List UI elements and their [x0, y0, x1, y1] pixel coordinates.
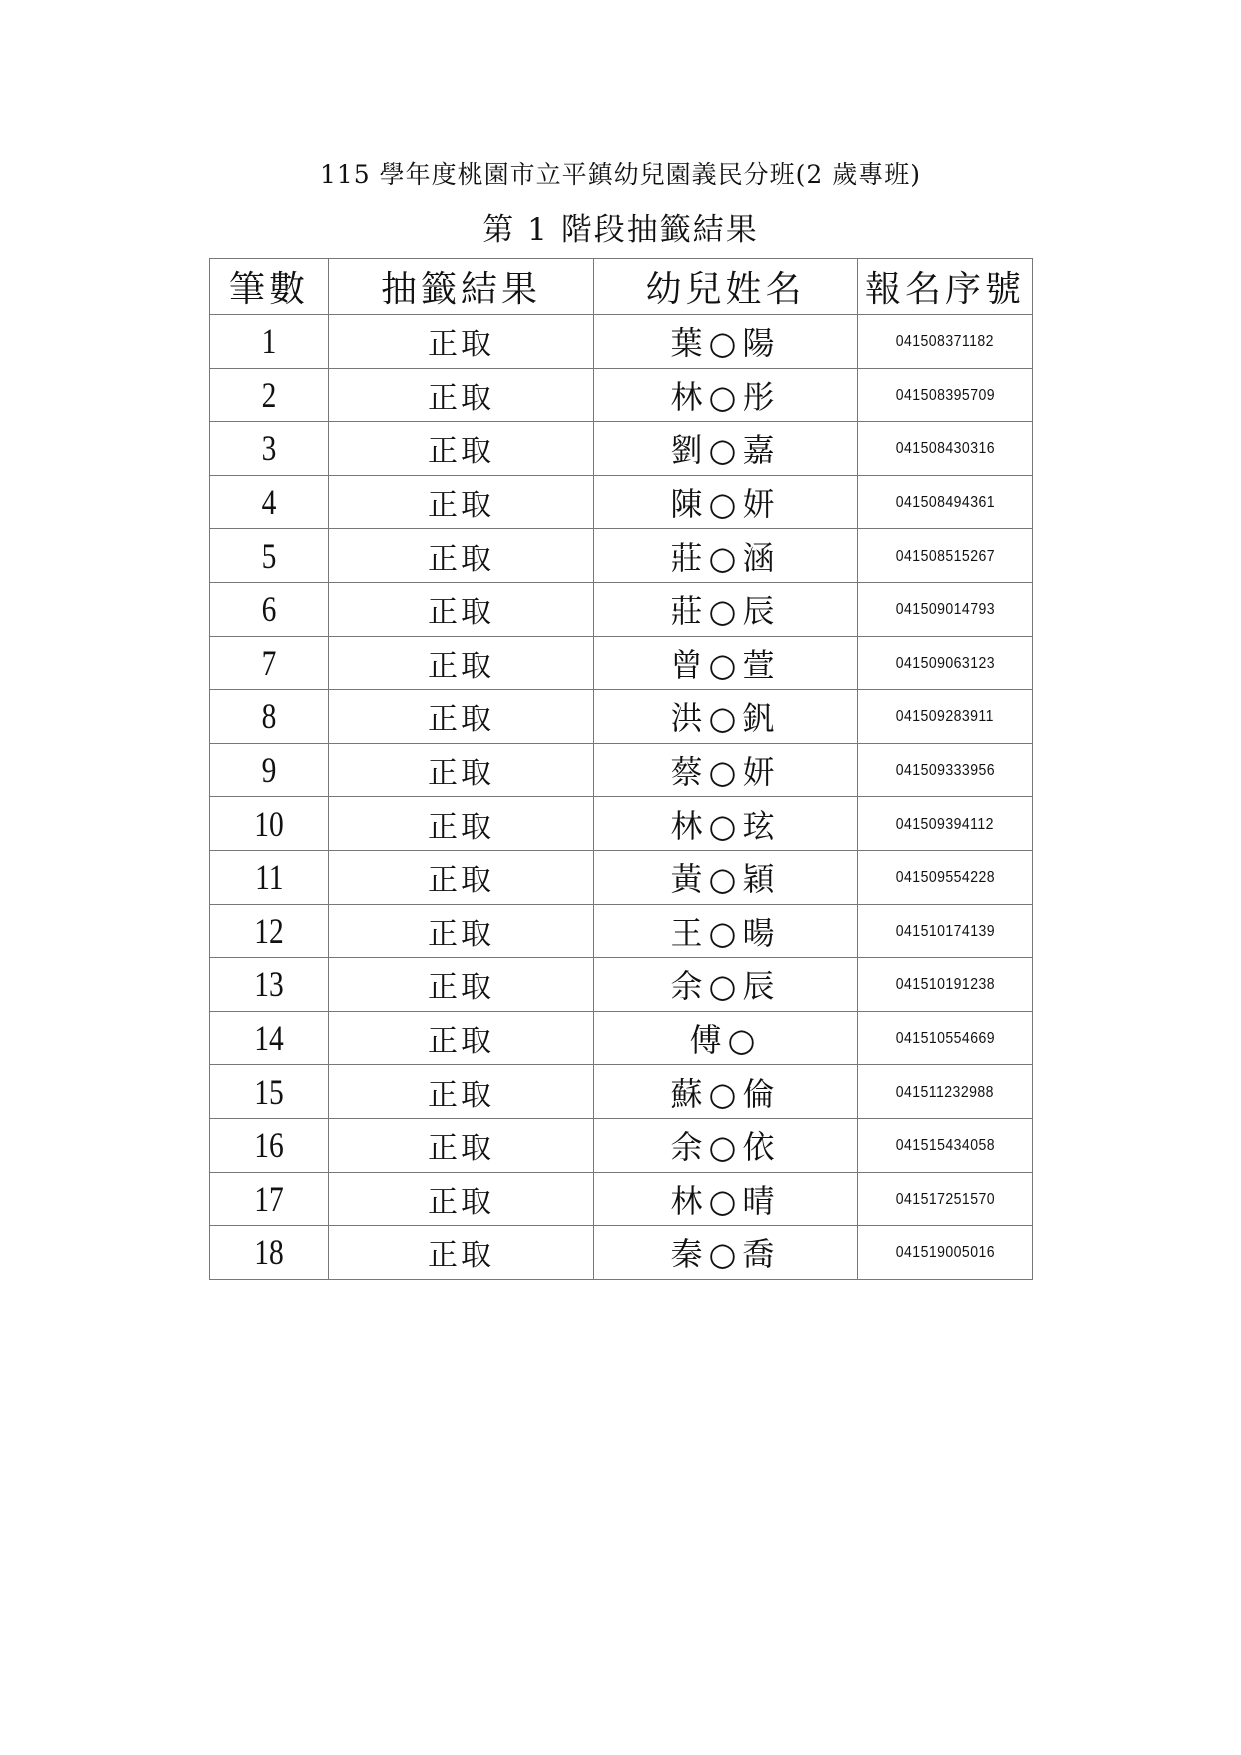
- row-lottery-result: 正取: [428, 863, 494, 899]
- table-row: [210, 636, 1033, 690]
- row-number-cell: [210, 1172, 329, 1226]
- row-registration-number: 041517251570: [895, 1190, 995, 1208]
- row-number-cell: [210, 1118, 329, 1172]
- row-number: 12: [254, 910, 284, 951]
- row-registration-number: 041509554228: [895, 869, 995, 887]
- row-number-cell: [210, 850, 329, 904]
- row-child-name: 莊○涵: [670, 538, 781, 577]
- row-child-name: 余○依: [670, 1128, 781, 1167]
- row-number: 13: [254, 964, 284, 1005]
- row-number-cell: [210, 315, 329, 369]
- row-registration-number-cell: [858, 1118, 1033, 1172]
- row-child-name-cell: [594, 529, 858, 583]
- row-child-name-cell: [594, 582, 858, 636]
- row-lottery-result-cell: [329, 1065, 594, 1119]
- row-registration-number: 041510554669: [895, 1030, 995, 1048]
- table-row: [210, 422, 1033, 476]
- row-child-name: 林○彤: [670, 377, 781, 416]
- row-child-name-cell: [594, 1118, 858, 1172]
- row-child-name: 黃○穎: [670, 860, 781, 899]
- row-lottery-result: 正取: [428, 488, 494, 524]
- row-child-name-cell: [594, 1065, 858, 1119]
- row-lottery-result-cell: [329, 1226, 594, 1280]
- row-registration-number: 041511232988: [895, 1083, 995, 1101]
- row-lottery-result-cell: [329, 422, 594, 476]
- row-registration-number: 041508494361: [895, 494, 995, 512]
- row-lottery-result-cell: [329, 1118, 594, 1172]
- row-number: 9: [261, 750, 277, 791]
- row-number: 3: [261, 428, 277, 469]
- document-title: 115 學年度桃園市立平鎮幼兒園義民分班(2 歲專班): [319, 160, 922, 189]
- row-child-name: 莊○辰: [670, 592, 781, 631]
- table-row: [210, 529, 1033, 583]
- row-lottery-result: 正取: [428, 1077, 494, 1113]
- row-lottery-result-cell: [329, 475, 594, 529]
- row-lottery-result: 正取: [428, 702, 494, 738]
- table-row: [210, 690, 1033, 744]
- header-number: 筆數: [210, 259, 329, 315]
- row-child-name: 王○暘: [670, 913, 781, 952]
- row-child-name-cell: [594, 1172, 858, 1226]
- row-number-cell: [210, 368, 329, 422]
- table-row: [210, 1011, 1033, 1065]
- row-number-cell: [210, 1065, 329, 1119]
- table-row: [210, 958, 1033, 1012]
- row-lottery-result-cell: [329, 797, 594, 851]
- row-registration-number-cell: [858, 315, 1033, 369]
- row-lottery-result: 正取: [428, 756, 494, 792]
- row-lottery-result: 正取: [428, 595, 494, 631]
- table-row: [210, 1065, 1033, 1119]
- row-number: 4: [261, 482, 277, 523]
- row-child-name: 傅○: [689, 1021, 762, 1060]
- header-registration-number: 報名序號: [858, 259, 1033, 315]
- row-child-name: 秦○喬: [670, 1235, 781, 1274]
- row-number-cell: [210, 797, 329, 851]
- table-row: [210, 850, 1033, 904]
- row-registration-number: 041519005016: [895, 1244, 995, 1262]
- row-registration-number-cell: [858, 958, 1033, 1012]
- row-registration-number-cell: [858, 850, 1033, 904]
- row-registration-number: 041509394112: [895, 815, 995, 833]
- row-number: 16: [254, 1125, 284, 1166]
- row-registration-number-cell: [858, 582, 1033, 636]
- row-lottery-result-cell: [329, 904, 594, 958]
- row-registration-number: 041508395709: [895, 386, 995, 404]
- row-registration-number-cell: [858, 1226, 1033, 1280]
- row-number: 1: [261, 321, 277, 362]
- table-row: [210, 475, 1033, 529]
- table-row: [210, 797, 1033, 851]
- document-subtitle: 第 1 階段抽籤結果: [482, 212, 759, 248]
- row-number-cell: [210, 422, 329, 476]
- row-lottery-result: 正取: [428, 1238, 494, 1274]
- row-registration-number-cell: [858, 1172, 1033, 1226]
- row-registration-number: 041508371182: [895, 333, 995, 351]
- table-row: [210, 1226, 1033, 1280]
- row-number: 14: [254, 1018, 284, 1059]
- row-child-name: 洪○釩: [670, 699, 781, 738]
- header-child-name: 幼兒姓名: [594, 259, 858, 315]
- row-child-name: 葉○陽: [670, 324, 781, 363]
- row-child-name: 蔡○妍: [670, 753, 781, 792]
- row-registration-number: 041508515267: [895, 547, 995, 565]
- row-registration-number-cell: [858, 1011, 1033, 1065]
- row-number-cell: [210, 636, 329, 690]
- row-lottery-result-cell: [329, 1172, 594, 1226]
- row-registration-number-cell: [858, 422, 1033, 476]
- row-number-cell: [210, 690, 329, 744]
- row-registration-number-cell: [858, 797, 1033, 851]
- row-registration-number: 041510191238: [895, 976, 995, 994]
- row-registration-number: 041509283911: [895, 708, 995, 726]
- row-child-name-cell: [594, 850, 858, 904]
- row-lottery-result: 正取: [428, 916, 494, 952]
- row-child-name: 林○玹: [670, 806, 781, 845]
- row-child-name-cell: [594, 422, 858, 476]
- row-lottery-result: 正取: [428, 1184, 494, 1220]
- table-body: [210, 315, 1033, 1280]
- row-registration-number-cell: [858, 368, 1033, 422]
- table-row: [210, 368, 1033, 422]
- row-child-name-cell: [594, 904, 858, 958]
- table-header-row: [210, 259, 1033, 315]
- row-child-name-cell: [594, 315, 858, 369]
- row-number: 18: [254, 1232, 284, 1273]
- row-child-name-cell: [594, 743, 858, 797]
- row-number: 17: [254, 1178, 284, 1219]
- table-row: [210, 1172, 1033, 1226]
- row-registration-number-cell: [858, 743, 1033, 797]
- row-lottery-result: 正取: [428, 970, 494, 1006]
- row-registration-number-cell: [858, 1065, 1033, 1119]
- table-row: [210, 1118, 1033, 1172]
- row-lottery-result-cell: [329, 743, 594, 797]
- row-lottery-result: 正取: [428, 1131, 494, 1167]
- row-lottery-result: 正取: [428, 380, 494, 416]
- row-number-cell: [210, 743, 329, 797]
- row-registration-number: 041509333956: [895, 762, 995, 780]
- row-registration-number: 041509014793: [895, 601, 995, 619]
- row-child-name-cell: [594, 636, 858, 690]
- row-registration-number-cell: [858, 529, 1033, 583]
- row-registration-number: 041509063123: [895, 654, 995, 672]
- table-row: [210, 743, 1033, 797]
- row-lottery-result-cell: [329, 582, 594, 636]
- row-lottery-result: 正取: [428, 327, 494, 363]
- row-child-name: 陳○妍: [670, 485, 781, 524]
- row-number-cell: [210, 1011, 329, 1065]
- row-lottery-result-cell: [329, 850, 594, 904]
- row-registration-number: 041510174139: [895, 922, 995, 940]
- row-lottery-result-cell: [329, 1011, 594, 1065]
- row-number: 15: [254, 1071, 284, 1112]
- row-lottery-result: 正取: [428, 648, 494, 684]
- table-row: [210, 582, 1033, 636]
- row-child-name: 林○晴: [670, 1181, 781, 1220]
- header-lottery-result: 抽籤結果: [329, 259, 594, 315]
- row-lottery-result-cell: [329, 315, 594, 369]
- row-lottery-result-cell: [329, 690, 594, 744]
- row-number: 11: [254, 857, 284, 898]
- row-registration-number: 041508430316: [895, 440, 995, 458]
- row-child-name-cell: [594, 475, 858, 529]
- row-registration-number-cell: [858, 690, 1033, 744]
- row-number: 2: [261, 374, 277, 415]
- row-child-name-cell: [594, 797, 858, 851]
- row-child-name-cell: [594, 368, 858, 422]
- row-registration-number-cell: [858, 904, 1033, 958]
- row-registration-number: 041515434058: [895, 1137, 995, 1155]
- row-child-name-cell: [594, 690, 858, 744]
- row-number-cell: [210, 475, 329, 529]
- row-number: 6: [261, 589, 277, 630]
- row-number-cell: [210, 904, 329, 958]
- lottery-results-table: [209, 258, 1033, 1280]
- row-child-name: 蘇○倫: [670, 1074, 781, 1113]
- row-lottery-result: 正取: [428, 541, 494, 577]
- row-child-name: 劉○嘉: [670, 431, 781, 470]
- row-lottery-result: 正取: [428, 809, 494, 845]
- row-child-name: 曾○萱: [670, 645, 781, 684]
- row-registration-number-cell: [858, 636, 1033, 690]
- row-child-name-cell: [594, 1011, 858, 1065]
- row-number-cell: [210, 529, 329, 583]
- row-lottery-result-cell: [329, 958, 594, 1012]
- row-lottery-result: 正取: [428, 1024, 494, 1060]
- row-registration-number-cell: [858, 475, 1033, 529]
- row-lottery-result-cell: [329, 368, 594, 422]
- row-child-name-cell: [594, 1226, 858, 1280]
- table-row: [210, 315, 1033, 369]
- row-number: 7: [261, 642, 277, 683]
- table-row: [210, 904, 1033, 958]
- row-number-cell: [210, 582, 329, 636]
- row-lottery-result-cell: [329, 529, 594, 583]
- row-lottery-result: 正取: [428, 434, 494, 470]
- row-number-cell: [210, 958, 329, 1012]
- row-number: 10: [254, 803, 284, 844]
- row-number: 8: [261, 696, 277, 737]
- row-child-name-cell: [594, 958, 858, 1012]
- row-lottery-result-cell: [329, 636, 594, 690]
- row-number-cell: [210, 1226, 329, 1280]
- row-child-name: 余○辰: [670, 967, 781, 1006]
- row-number: 5: [261, 535, 277, 576]
